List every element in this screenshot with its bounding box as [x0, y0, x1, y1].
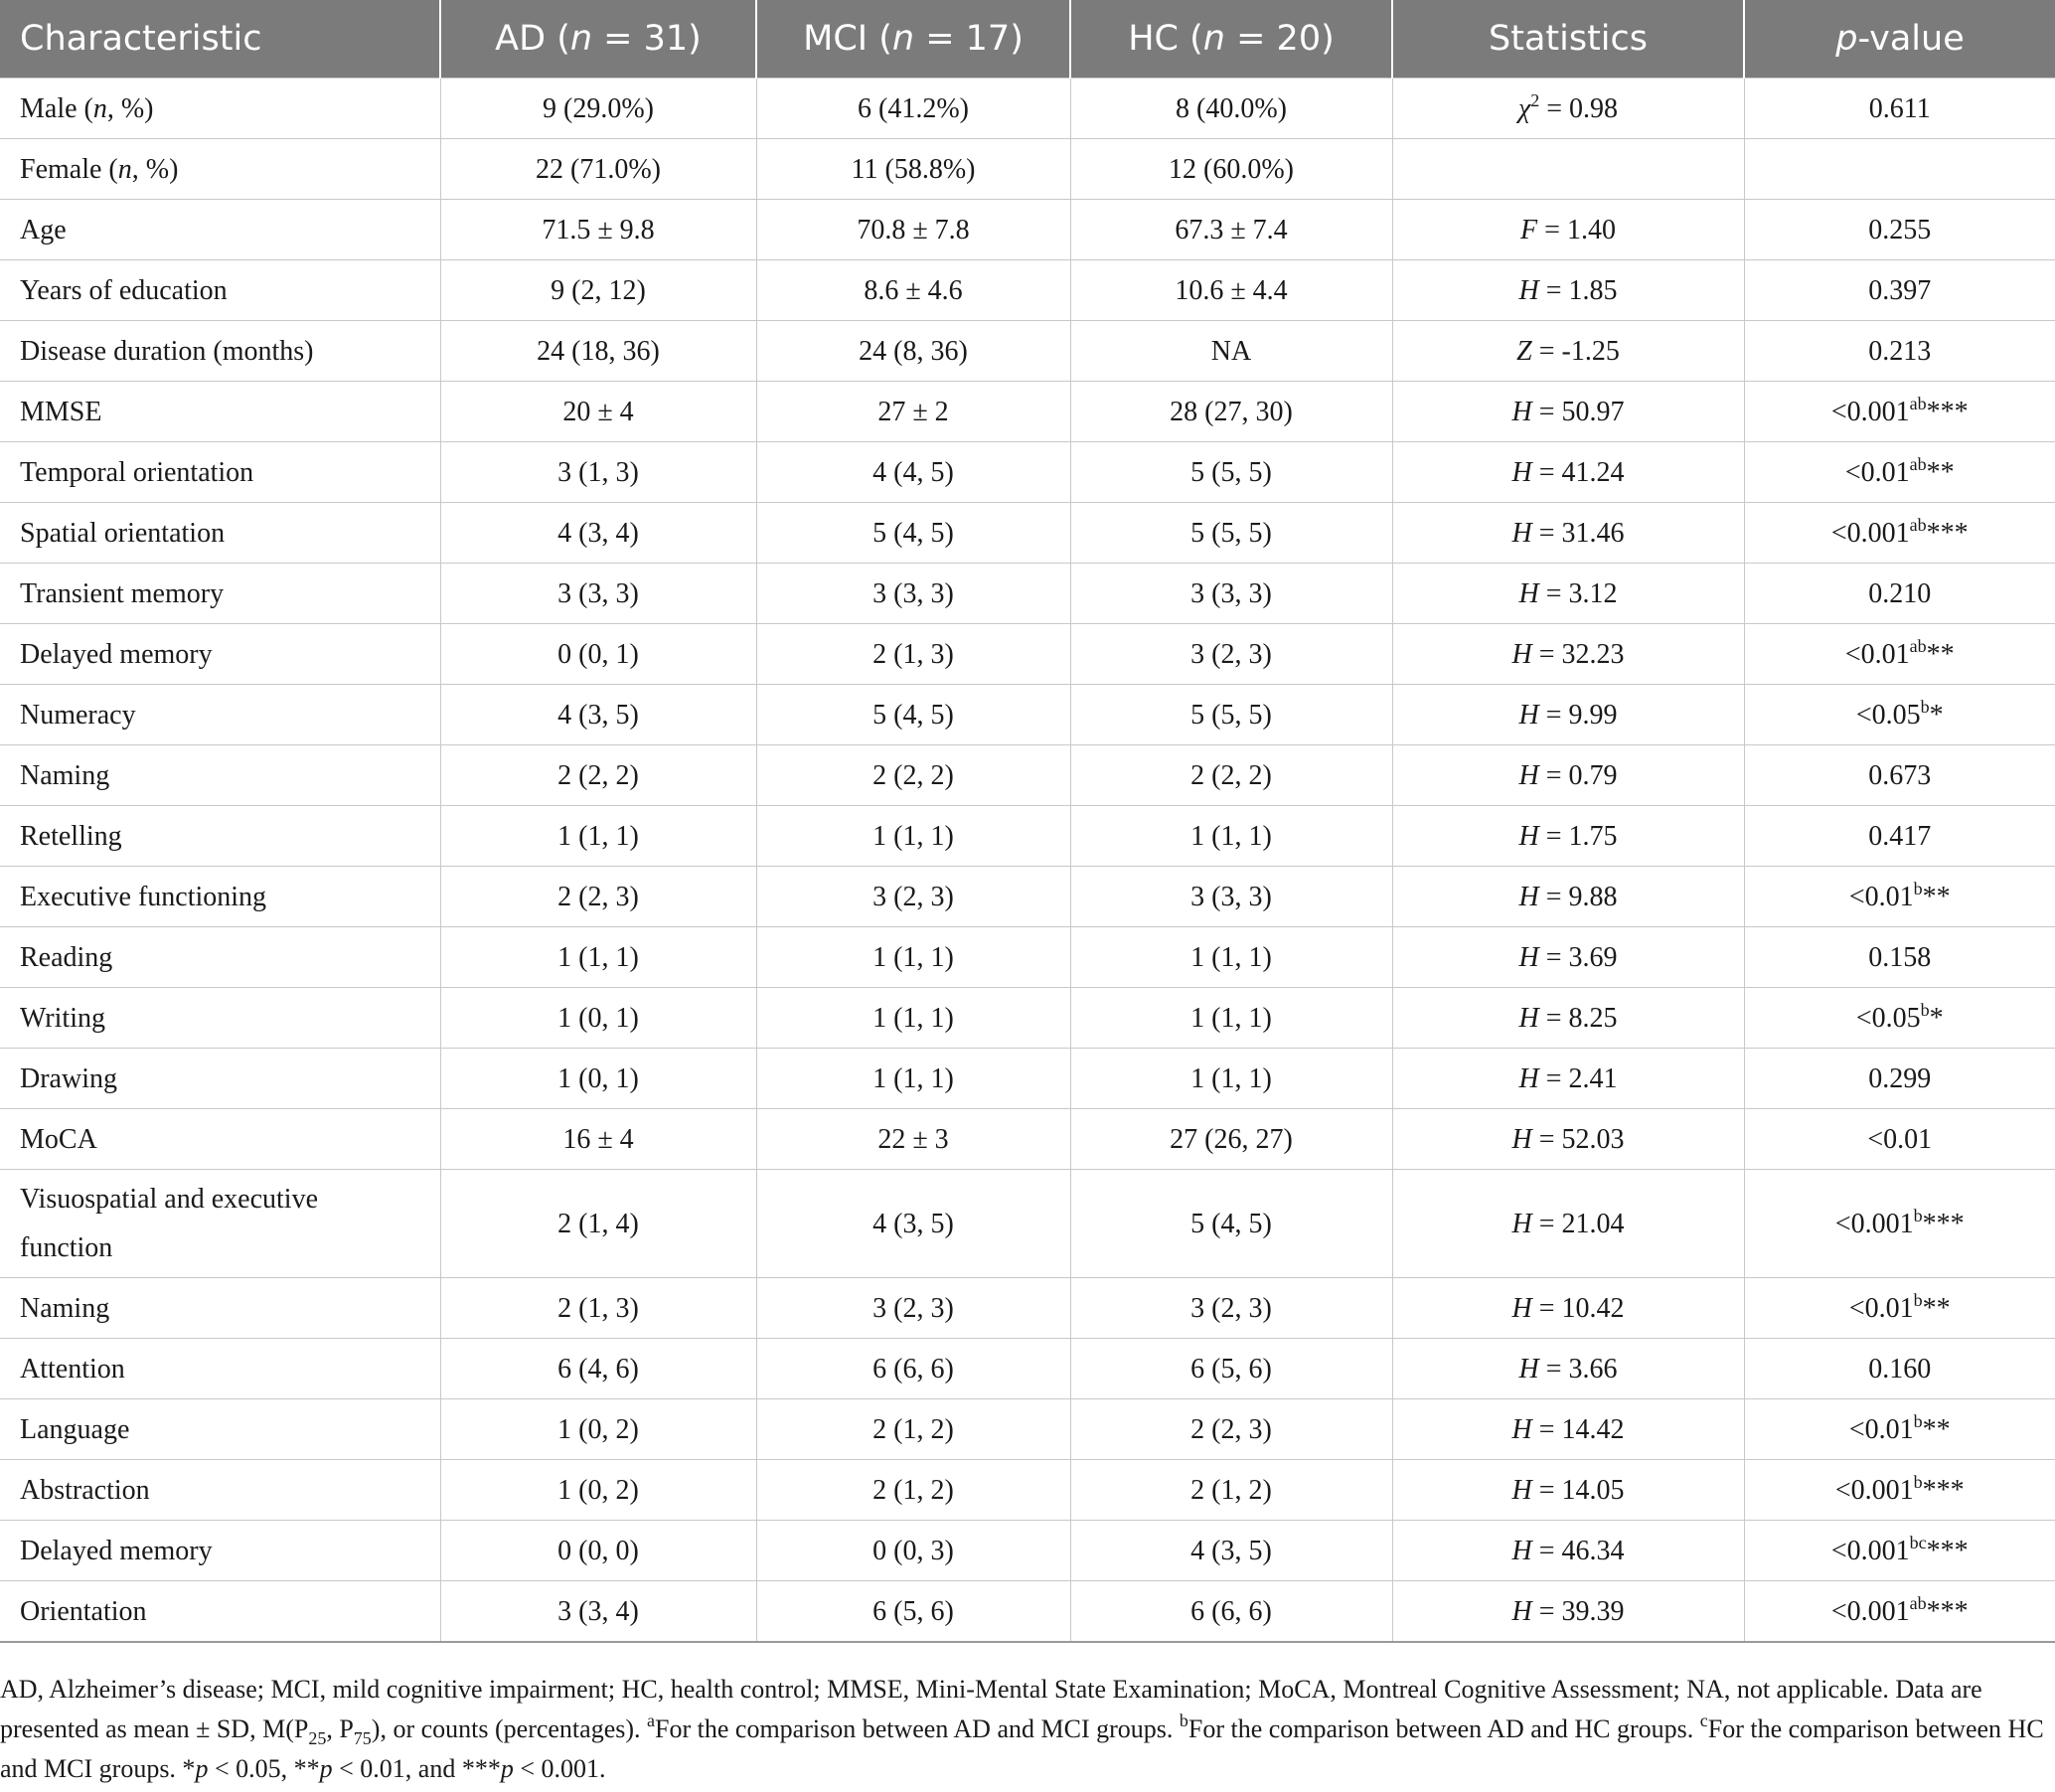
cell-hc: 1 (1, 1): [1070, 806, 1392, 867]
cell-statistics: H = 1.85: [1392, 260, 1744, 321]
cell-hc: 2 (2, 2): [1070, 745, 1392, 806]
cell-ad: 2 (2, 2): [440, 745, 756, 806]
cell-mci: 70.8 ± 7.8: [756, 200, 1070, 260]
table-row: [0, 564, 2055, 624]
cell-mci: 8.6 ± 4.6: [756, 260, 1070, 321]
cell-mci: 1 (1, 1): [756, 927, 1070, 988]
cell-statistics: Z = -1.25: [1392, 321, 1744, 382]
cell-characteristic: Disease duration (months): [0, 321, 440, 382]
table-row: [0, 1278, 2055, 1339]
cell-mci: 2 (1, 2): [756, 1460, 1070, 1521]
cell-mci: 1 (1, 1): [756, 806, 1070, 867]
cell-p-value: <0.05$^b$*: [1744, 685, 2055, 745]
cell-mci: 2 (1, 3): [756, 624, 1070, 685]
cell-p-value: <0.001$^{ab}$***: [1744, 382, 2055, 442]
cell-mci: 6 (41.2%): [756, 79, 1070, 139]
cell-p-value: 0.611: [1744, 79, 2055, 139]
cell-statistics: H = 50.97: [1392, 382, 1744, 442]
cell-p-value: <0.001$^b$***: [1744, 1170, 2055, 1278]
cell-mci: 1 (1, 1): [756, 1049, 1070, 1109]
table-row: [0, 1170, 2055, 1278]
cell-p-value: 0.210: [1744, 564, 2055, 624]
cell-mci: 2 (1, 2): [756, 1399, 1070, 1460]
cell-p-value: 0.213: [1744, 321, 2055, 382]
table-row: [0, 927, 2055, 988]
table-row: [0, 988, 2055, 1049]
cell-mci: 5 (4, 5): [756, 503, 1070, 564]
cell-statistics: H = 39.39: [1392, 1581, 1744, 1643]
cell-characteristic: Writing: [0, 988, 440, 1049]
cell-p-value: 0.255: [1744, 200, 2055, 260]
cell-hc: 28 (27, 30): [1070, 382, 1392, 442]
cell-p-value: <0.05$^b$*: [1744, 988, 2055, 1049]
cell-hc: 5 (4, 5): [1070, 1170, 1392, 1278]
cell-ad: 71.5 ± 9.8: [440, 200, 756, 260]
cell-ad: 9 (29.0%): [440, 79, 756, 139]
cell-statistics: H = 52.03: [1392, 1109, 1744, 1170]
cell-p-value: <0.01$^{ab}$**: [1744, 624, 2055, 685]
cell-characteristic: Male (n, %): [0, 79, 440, 139]
cell-hc: 8 (40.0%): [1070, 79, 1392, 139]
cell-hc: 5 (5, 5): [1070, 685, 1392, 745]
cell-hc: 1 (1, 1): [1070, 1049, 1392, 1109]
cell-ad: 6 (4, 6): [440, 1339, 756, 1399]
cell-characteristic: Drawing: [0, 1049, 440, 1109]
cell-mci: 1 (1, 1): [756, 988, 1070, 1049]
cell-characteristic: Temporal orientation: [0, 442, 440, 503]
cell-ad: 3 (3, 4): [440, 1581, 756, 1643]
header-ad: AD (n = 31): [440, 0, 756, 79]
cell-hc: 3 (2, 3): [1070, 1278, 1392, 1339]
header-characteristic: Characteristic: [0, 0, 440, 79]
cell-statistics: H = 10.42: [1392, 1278, 1744, 1339]
cell-p-value: <0.01$^b$**: [1744, 1399, 2055, 1460]
cell-hc: 67.3 ± 7.4: [1070, 200, 1392, 260]
cell-characteristic: Naming: [0, 1278, 440, 1339]
cell-characteristic: Delayed memory: [0, 1521, 440, 1581]
cell-hc: 12 (60.0%): [1070, 139, 1392, 200]
cell-characteristic: Naming: [0, 745, 440, 806]
header-p-value: p-value: [1744, 0, 2055, 79]
table-row: [0, 382, 2055, 442]
cell-p-value: <0.001$^{ab}$***: [1744, 1581, 2055, 1643]
cell-ad: 16 ± 4: [440, 1109, 756, 1170]
cell-ad: 1 (0, 1): [440, 988, 756, 1049]
cell-characteristic: Reading: [0, 927, 440, 988]
cell-hc: 5 (5, 5): [1070, 442, 1392, 503]
cell-ad: 1 (0, 2): [440, 1460, 756, 1521]
table-row: [0, 1460, 2055, 1521]
cell-statistics: H = 9.99: [1392, 685, 1744, 745]
cell-p-value: 0.397: [1744, 260, 2055, 321]
table-row: [0, 321, 2055, 382]
table-row: [0, 624, 2055, 685]
cell-characteristic: Abstraction: [0, 1460, 440, 1521]
cell-p-value: <0.001$^{bc}$***: [1744, 1521, 2055, 1581]
cell-statistics: H = 3.66: [1392, 1339, 1744, 1399]
cell-ad: 2 (1, 4): [440, 1170, 756, 1278]
cell-characteristic: Female (n, %): [0, 139, 440, 200]
cell-ad: 4 (3, 4): [440, 503, 756, 564]
cell-mci: 27 ± 2: [756, 382, 1070, 442]
cell-ad: 24 (18, 36): [440, 321, 756, 382]
cell-statistics: H = 3.69: [1392, 927, 1744, 988]
cell-ad: 4 (3, 5): [440, 685, 756, 745]
cell-ad: 1 (0, 1): [440, 1049, 756, 1109]
table-row: [0, 503, 2055, 564]
cell-mci: 24 (8, 36): [756, 321, 1070, 382]
cell-statistics: [1392, 139, 1744, 200]
table-row: [0, 1109, 2055, 1170]
cell-statistics: H = 8.25: [1392, 988, 1744, 1049]
cell-statistics: H = 31.46: [1392, 503, 1744, 564]
cell-mci: 0 (0, 3): [756, 1521, 1070, 1581]
cell-ad: 1 (1, 1): [440, 927, 756, 988]
cell-hc: 4 (3, 5): [1070, 1521, 1392, 1581]
cell-hc: 10.6 ± 4.4: [1070, 260, 1392, 321]
cell-hc: 6 (6, 6): [1070, 1581, 1392, 1643]
table-row: [0, 806, 2055, 867]
cell-hc: 5 (5, 5): [1070, 503, 1392, 564]
cell-characteristic: Attention: [0, 1339, 440, 1399]
cell-p-value: [1744, 139, 2055, 200]
cell-ad: 22 (71.0%): [440, 139, 756, 200]
cell-ad: 20 ± 4: [440, 382, 756, 442]
cell-mci: 3 (2, 3): [756, 867, 1070, 927]
cell-characteristic: Retelling: [0, 806, 440, 867]
cell-characteristic: Executive functioning: [0, 867, 440, 927]
cell-statistics: H = 14.05: [1392, 1460, 1744, 1521]
cell-ad: 1 (1, 1): [440, 806, 756, 867]
cell-hc: 6 (5, 6): [1070, 1339, 1392, 1399]
cell-characteristic: Years of education: [0, 260, 440, 321]
cell-mci: 4 (3, 5): [756, 1170, 1070, 1278]
header-row: [0, 0, 2055, 79]
table-row: [0, 867, 2055, 927]
table-header: [0, 0, 2055, 79]
cell-statistics: H = 0.79: [1392, 745, 1744, 806]
table-row: [0, 200, 2055, 260]
cell-hc: 27 (26, 27): [1070, 1109, 1392, 1170]
header-statistics: Statistics: [1392, 0, 1744, 79]
cell-hc: 2 (2, 3): [1070, 1399, 1392, 1460]
cell-p-value: 0.160: [1744, 1339, 2055, 1399]
cell-statistics: H = 21.04: [1392, 1170, 1744, 1278]
cell-characteristic: Delayed memory: [0, 624, 440, 685]
cell-mci: 3 (2, 3): [756, 1278, 1070, 1339]
cell-hc: 1 (1, 1): [1070, 927, 1392, 988]
cell-characteristic: Language: [0, 1399, 440, 1460]
cell-mci: 11 (58.8%): [756, 139, 1070, 200]
cell-hc: 3 (2, 3): [1070, 624, 1392, 685]
cell-ad: 2 (2, 3): [440, 867, 756, 927]
cell-hc: 3 (3, 3): [1070, 867, 1392, 927]
cell-ad: 2 (1, 3): [440, 1278, 756, 1339]
cell-ad: 3 (1, 3): [440, 442, 756, 503]
cell-hc: 1 (1, 1): [1070, 988, 1392, 1049]
table-row: [0, 1521, 2055, 1581]
header-hc: HC (n = 20): [1070, 0, 1392, 79]
cell-characteristic: Orientation: [0, 1581, 440, 1643]
cell-ad: 0 (0, 1): [440, 624, 756, 685]
cell-p-value: 0.299: [1744, 1049, 2055, 1109]
cell-statistics: H = 46.34: [1392, 1521, 1744, 1581]
table-row: [0, 139, 2055, 200]
cell-mci: 6 (6, 6): [756, 1339, 1070, 1399]
cell-mci: 2 (2, 2): [756, 745, 1070, 806]
cell-mci: 4 (4, 5): [756, 442, 1070, 503]
cell-mci: 3 (3, 3): [756, 564, 1070, 624]
cell-characteristic: Spatial orientation: [0, 503, 440, 564]
cell-hc: 3 (3, 3): [1070, 564, 1392, 624]
cell-statistics: H = 9.88: [1392, 867, 1744, 927]
cell-ad: 1 (0, 2): [440, 1399, 756, 1460]
cell-p-value: <0.01$^b$**: [1744, 867, 2055, 927]
cell-p-value: 0.673: [1744, 745, 2055, 806]
cell-p-value: <0.001$^{ab}$***: [1744, 503, 2055, 564]
cell-mci: 6 (5, 6): [756, 1581, 1070, 1643]
table-row: [0, 745, 2055, 806]
cell-p-value: 0.158: [1744, 927, 2055, 988]
header-mci: MCI (n = 17): [756, 0, 1070, 79]
cell-statistics: H = 1.75: [1392, 806, 1744, 867]
cell-statistics: H = 32.23: [1392, 624, 1744, 685]
cell-characteristic: Visuospatial and executive function: [0, 1170, 440, 1278]
cell-statistics: H = 3.12: [1392, 564, 1744, 624]
table-row: [0, 1399, 2055, 1460]
table-body: [0, 79, 2055, 1643]
table-footnote: AD, Alzheimer’s disease; MCI, mild cognitive impairment; HC, health control; MMSE, Mini-Mental State Examination; MoCA, Montreal Cognitive Assessment; NA, not applicable. Data are presented as mean ± SD, $M(P_{25}$, $P_{75}$), or counts (percentages). $^a$For the comparison between AD and MCI groups. $^b$For the comparison between AD and HC groups. $^c$For the comparison between HC and MCI groups. *p < 0.05, **p < 0.01, and ***p < 0.001.: [0, 1675, 2044, 1783]
cell-hc: NA: [1070, 321, 1392, 382]
table-row: [0, 1049, 2055, 1109]
cell-hc: 2 (1, 2): [1070, 1460, 1392, 1521]
cell-ad: 3 (3, 3): [440, 564, 756, 624]
cell-characteristic: MMSE: [0, 382, 440, 442]
cell-characteristic: Numeracy: [0, 685, 440, 745]
cell-p-value: <0.001$^b$***: [1744, 1460, 2055, 1521]
cell-p-value: 0.417: [1744, 806, 2055, 867]
cell-statistics: H = 14.42: [1392, 1399, 1744, 1460]
cell-p-value: <0.01$^b$**: [1744, 1278, 2055, 1339]
cell-mci: 5 (4, 5): [756, 685, 1070, 745]
cell-characteristic: Age: [0, 200, 440, 260]
cell-characteristic: Transient memory: [0, 564, 440, 624]
cell-statistics: H = 2.41: [1392, 1049, 1744, 1109]
cell-mci: 22 ± 3: [756, 1109, 1070, 1170]
cell-ad: 9 (2, 12): [440, 260, 756, 321]
cell-statistics: F = 1.40: [1392, 200, 1744, 260]
table-row: [0, 685, 2055, 745]
table-row: [0, 79, 2055, 139]
table-row: [0, 442, 2055, 503]
table-row: [0, 1339, 2055, 1399]
cell-statistics: H = 41.24: [1392, 442, 1744, 503]
cell-characteristic: MoCA: [0, 1109, 440, 1170]
cell-ad: 0 (0, 0): [440, 1521, 756, 1581]
cell-statistics: $\chi^2 = 0.98$: [1392, 79, 1744, 139]
table-row: [0, 1581, 2055, 1643]
cell-p-value: <0.01: [1744, 1109, 2055, 1170]
cell-p-value: <0.01$^{ab}$**: [1744, 442, 2055, 503]
table-row: [0, 260, 2055, 321]
